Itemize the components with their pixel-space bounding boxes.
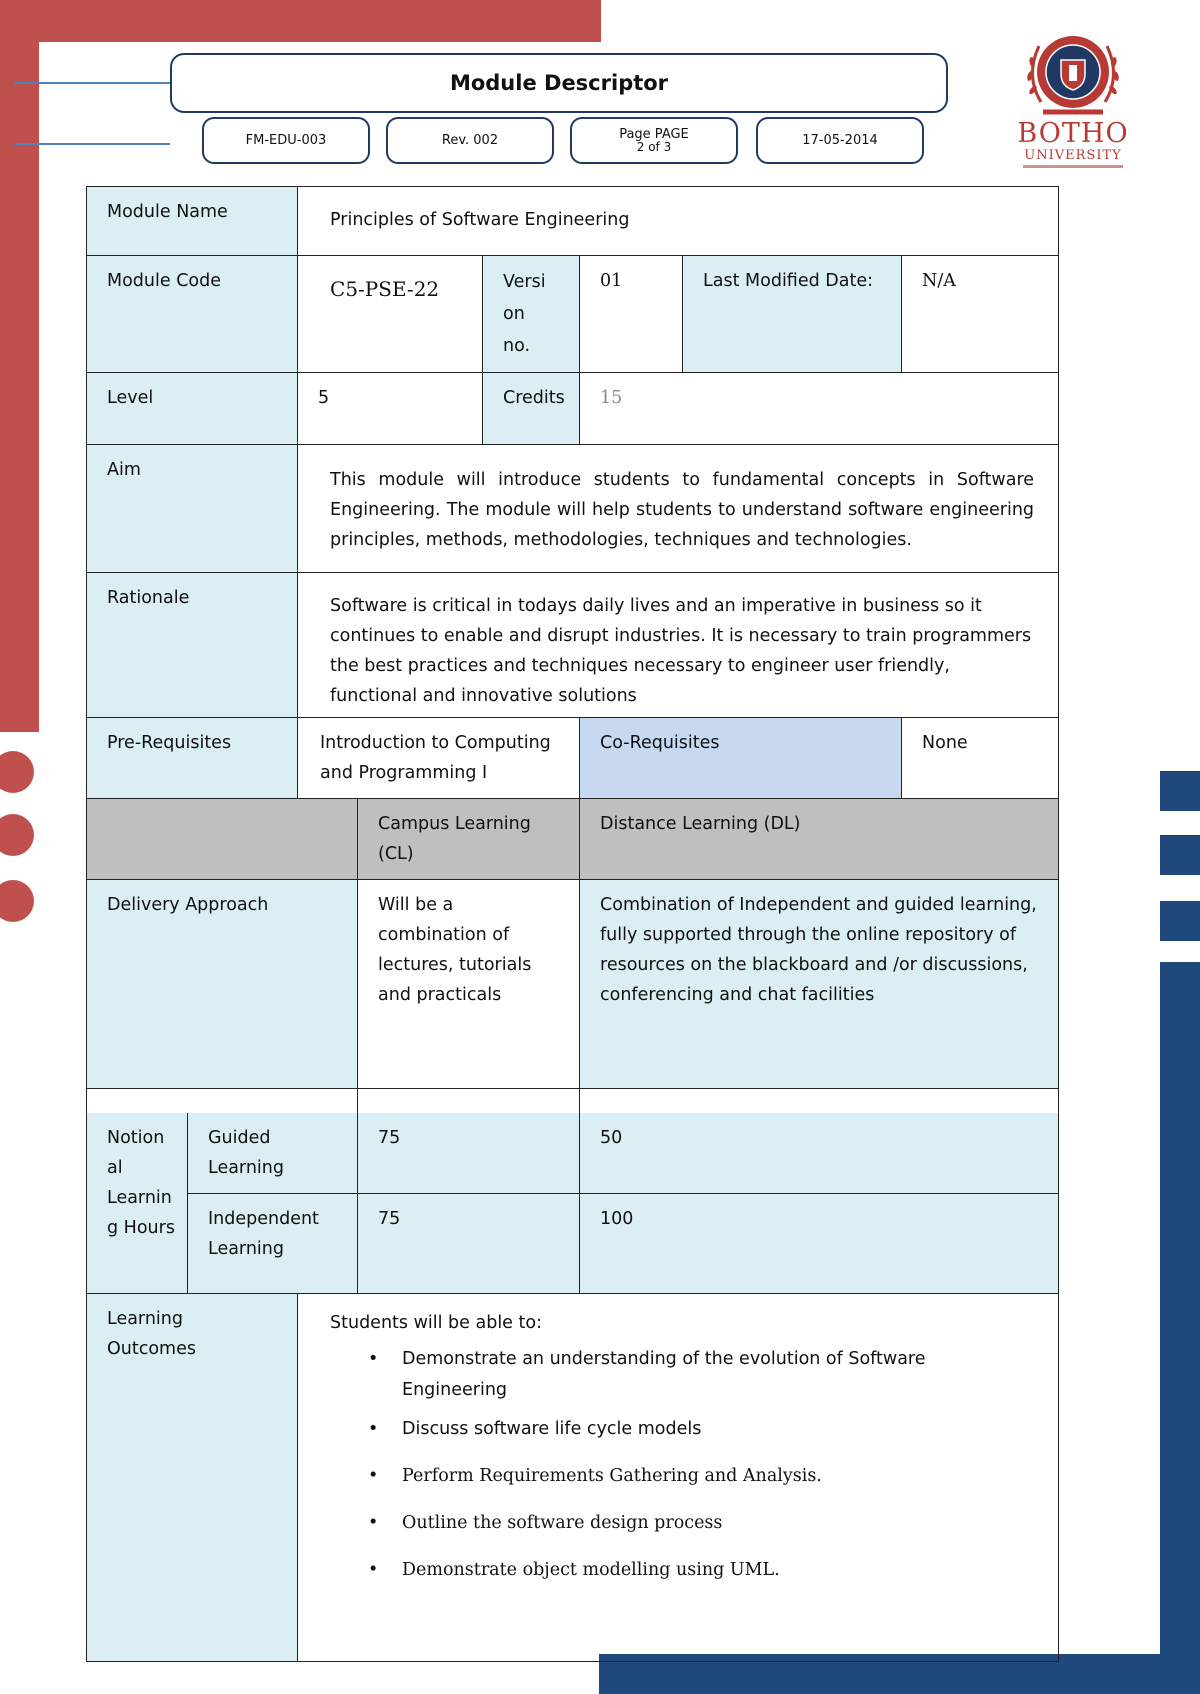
guided-learning-label: Guided Learning xyxy=(188,1113,358,1194)
university-seal-icon xyxy=(1021,24,1125,120)
outcomes-intro: Students will be able to: xyxy=(330,1312,542,1333)
red-dot-1 xyxy=(0,751,34,793)
navy-square-2 xyxy=(1160,835,1200,875)
aim-label: Aim xyxy=(87,445,298,573)
red-top-bar xyxy=(0,0,601,42)
version-label: Versi on no. xyxy=(483,256,580,373)
prerequisites-label: Pre-Requisites xyxy=(87,718,298,799)
document-title: Module Descriptor xyxy=(170,53,948,113)
level-label: Level xyxy=(87,373,298,445)
header-line-2 xyxy=(14,143,170,145)
requisites-row xyxy=(87,718,1059,799)
campus-delivery-value: Will be a combination of lectures, tutorials and practicals xyxy=(358,880,580,1089)
logo-subname: UNIVERSITY xyxy=(1024,148,1122,163)
credits-value: 15 xyxy=(580,373,1059,445)
independent-cl-hours: 75 xyxy=(358,1193,580,1293)
list-item: • Demonstrate object modelling using UML. xyxy=(330,1555,998,1586)
learning-outcomes-label: Learning Outcomes xyxy=(87,1293,298,1661)
delivery-header-blank xyxy=(87,799,358,880)
page-sub: 2 of 3 xyxy=(636,139,672,154)
version-value: 01 xyxy=(580,256,683,373)
learning-outcomes-row xyxy=(87,1293,1059,1661)
rationale-value: Software is critical in todays daily lives and an imperative in business so it continues to enable and disrupt industries. It is necessary to train programmers the best practices and techniques necessary to engineer user friendly, functional and innovative solutions xyxy=(298,573,1059,718)
rationale-label: Rationale xyxy=(87,573,298,718)
botho-university-logo xyxy=(1008,24,1138,174)
red-dot-2 xyxy=(0,814,34,856)
notional-hours-label: Notion al Learnin g Hours xyxy=(87,1113,188,1294)
aim-row xyxy=(87,445,1059,573)
header-line-1 xyxy=(14,82,170,84)
level-value: 5 xyxy=(298,373,483,445)
guided-cl-hours: 75 xyxy=(358,1113,580,1194)
prerequisites-value: Introduction to Computing and Programming I xyxy=(298,718,580,799)
module-name-value: Principles of Software Engineering xyxy=(298,187,1059,256)
independent-learning-label: Independent Learning xyxy=(188,1193,358,1293)
page-label: Page PAGE xyxy=(619,126,689,142)
navy-square-3 xyxy=(1160,901,1200,941)
distance-delivery-value: Combination of Independent and guided learning, fully supported through the online repository of resources on the blackboard and /or discussions, conferencing and chat facilities xyxy=(580,880,1059,1089)
spacer-row xyxy=(87,1089,1059,1113)
aim-value: This module will introduce students to fundamental concepts in Software Engineering. The module will help students to understand software engineering principles, methods, methodologies, techniques and technologies. xyxy=(298,445,1059,573)
credits-label: Credits xyxy=(483,373,580,445)
independent-dl-hours: 100 xyxy=(580,1193,1059,1293)
list-item: • Perform Requirements Gathering and Analysis. xyxy=(330,1461,998,1492)
red-side-bar xyxy=(0,0,39,732)
corequisites-label: Co-Requisites xyxy=(580,718,902,799)
logo-tagline-bar xyxy=(1023,165,1123,168)
distance-learning-header: Distance Learning (DL) xyxy=(580,799,1059,880)
navy-side-bar xyxy=(1160,962,1200,1694)
last-modified-value: N/A xyxy=(902,256,1059,373)
revision: Rev. 002 xyxy=(386,117,554,164)
red-dot-3 xyxy=(0,880,34,922)
module-descriptor-table xyxy=(86,186,1059,1662)
delivery-approach-label: Delivery Approach xyxy=(87,880,358,1089)
document-date: 17-05-2014 xyxy=(756,117,924,164)
corequisites-value: None xyxy=(902,718,1059,799)
module-code-row xyxy=(87,256,1059,373)
list-item: • Discuss software life cycle models xyxy=(330,1414,998,1445)
independent-learning-row xyxy=(87,1193,1059,1293)
guided-learning-row xyxy=(87,1113,1059,1194)
list-item: • Outline the software design process xyxy=(330,1508,998,1539)
learning-outcomes-content xyxy=(298,1293,1059,1661)
delivery-header-row xyxy=(87,799,1059,880)
page-number xyxy=(570,117,738,164)
module-name-label: Module Name xyxy=(87,187,298,256)
navy-square-1 xyxy=(1160,771,1200,811)
campus-learning-header: Campus Learning (CL) xyxy=(358,799,580,880)
module-code-label: Module Code xyxy=(87,256,298,373)
module-name-row xyxy=(87,187,1059,256)
rationale-row xyxy=(87,573,1059,718)
last-modified-label: Last Modified Date: xyxy=(683,256,902,373)
list-item: • Demonstrate an understanding of the evolution of Software Engineering xyxy=(330,1344,998,1406)
outcomes-list xyxy=(330,1344,998,1586)
form-code: FM-EDU-003 xyxy=(202,117,370,164)
delivery-approach-row xyxy=(87,880,1059,1089)
level-row xyxy=(87,373,1059,445)
logo-name: BOTHO xyxy=(1017,118,1129,149)
guided-dl-hours: 50 xyxy=(580,1113,1059,1194)
module-code-value: C5-PSE-22 xyxy=(298,256,483,373)
